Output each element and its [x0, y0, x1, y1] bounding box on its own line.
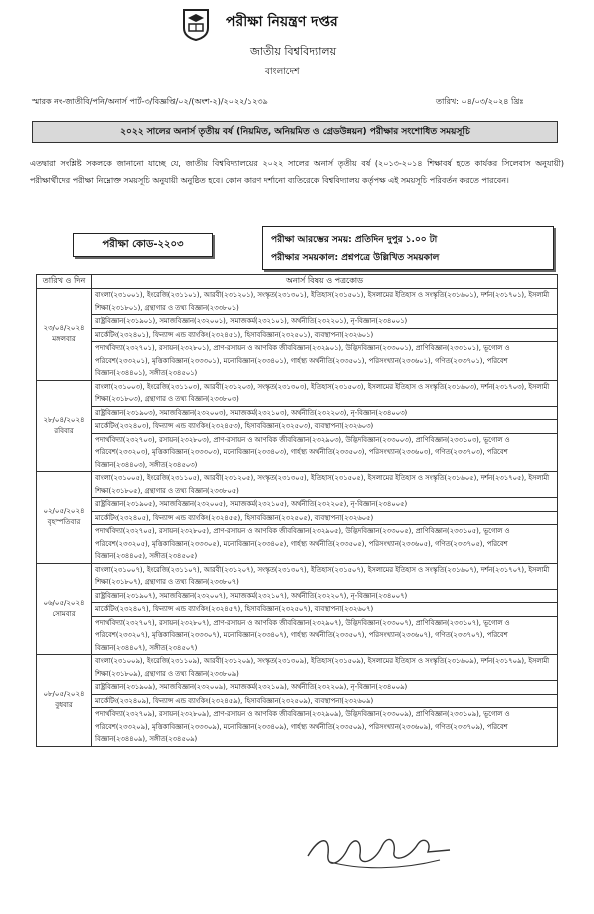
table-row: [37, 289, 558, 315]
subject-codes-cell: মার্কেটিং(২৩২৪০৭), ফিন্যান্স এন্ড ব্যাংকিং(২৩২৪৫৭), হিসাববিজ্ঞান(২৩২৫০৭), ব্যবস্থাপনা(২৩২৬০৭): [92, 603, 558, 617]
table-row: [37, 694, 558, 708]
table-row: [37, 525, 558, 564]
subject-codes-cell: বাংলা(২৩১০০১), ইংরেজি(২৩১১০১), আরবী(২৩১২০১), সংস্কৃত(২৩১৩০১), ইতিহাস(২৩১৫০১), ইসলামের ইতিহাস ও সংস্কৃতি(২৩১৬০১), দর্শন(২৩১৭০১), ইসলামী শিক্ষা(২৩১৮০১), গ্রন্থাগার ও তথ্য বিজ্ঞান(২৩৩৮০১): [92, 289, 558, 315]
exam-weekday: রবিবার: [54, 426, 74, 435]
subject-codes-cell: মার্কেটিং(২৩২৪০৩), ফিন্যান্স এন্ড ব্যাংকিং(২৩২৪৫৩), হিসাববিজ্ঞান(২৩২৫০৩), ব্যবস্থাপনা(২৩২৬০৩): [92, 420, 558, 434]
subject-codes-cell: রাষ্ট্রবিজ্ঞান(২৩১৯০৭), সমাজবিজ্ঞান(২৩২০০৭), সমাজকর্ম(২৩২১০৭), অর্থনীতি(২৩২২০৭), নৃ-বিজ্ঞান(২৩৪০০৭): [92, 589, 558, 603]
exam-duration: পরীক্ষার সময়কাল: প্রশ্নপত্রে উল্লিখিত সময়কাল: [271, 253, 440, 263]
table-row: [37, 603, 558, 617]
subject-codes-cell: রাষ্ট্রবিজ্ঞান(২৩১৯০৯), সমাজবিজ্ঞান(২৩২০০৯), সমাজকর্ম(২৩২১০৯), অর্থনীতি(২৩২২০৯), নৃ-বিজ্ঞান(২৩৪০০৯): [92, 681, 558, 695]
issue-date: তারিখ: ০৪/০৩/২০২৪ খ্রিঃ: [436, 97, 524, 106]
date-day-cell: [37, 472, 92, 564]
org-title: পরীক্ষা নিয়ন্ত্রণ দপ্তর: [226, 14, 338, 30]
table-row: [37, 655, 558, 681]
date-day-cell: [37, 563, 92, 655]
exam-start-time: পরীক্ষা আরম্ভের সময়: প্রতিদিন দুপুর ১.০০ টা: [271, 235, 438, 245]
exam-date: ০৬/০৫/২০২৪: [43, 598, 85, 607]
table-row: [37, 472, 558, 498]
exam-date: ২৩/০৪/২০২৪: [43, 324, 85, 333]
subject-codes-cell: বাংলা(২৩১০০৭), ইংরেজি(২৩১১০৭), আরবী(২৩১২০৭), সংস্কৃত(২৩১৩০৭), ইতিহাস(২৩১৫০৭), ইসলামের ইতিহাস ও সংস্কৃতি(২৩১৬০৭), দর্শন(২৩১৭০৭), ইসলামী শিক্ষা(২৩১৮০৭), গ্রন্থাগার ও তথ্য বিজ্ঞান(২৩৩৮০৭): [92, 563, 558, 589]
exam-date: ০২/০৫/২০২৪: [43, 507, 85, 516]
table-row: [37, 342, 558, 381]
subject-codes-cell: রাষ্ট্রবিজ্ঞান(২৩১৯০৫), সমাজবিজ্ঞান(২৩২০০৫), সমাজকর্ম(২৩২১০৫), অর্থনীতি(২৩২২০৫), নৃ-বিজ্ঞান(২৩৪০০৫): [92, 498, 558, 512]
table-row: [37, 708, 558, 747]
table-row: [37, 328, 558, 342]
subject-codes-cell: পদার্থবিদ্যা(২৩২৭০৫), রসায়ন(২৩২৮০৫), প্রাণ-রসায়ন ও আণবিক জীববিজ্ঞান(২৩২৯০৫), উদ্ভিদবিজ্ঞান(২৩৩০০৫), প্রাণিবিজ্ঞান(২৩৩১০৫), ভূগোল ও পরিবেশ(২৩৩২০৫), মৃত্তিকাবিজ্ঞান(২৩৩৩০৫), মনোবিজ্ঞান(২৩৩৪০৫), গার্হস্থ্য অর্থনীতি(২৩৩৫০৫), পরিসংখ্যান(২৩৩৬০৫), গণিত(২৩৩৭০৫), পরিবেশ বিজ্ঞান(২৩৪৪০৫), সঙ্গীত(২৩৪৫০৫): [92, 525, 558, 564]
table-row: [37, 511, 558, 525]
subject-codes-cell: বাংলা(২৩১০০৩), ইংরেজি(২৩১১০৩), আরবী(২৩১২০৩), সংস্কৃত(২৩১৩০৩), ইতিহাস(২৩১৫০৩), ইসলামের ইতিহাস ও সংস্কৃতি(২৩১৬০৩), দর্শন(২৩১৭০৩), ইসলামী শিক্ষা(২৩১৮০৩), গ্রন্থাগার ও তথ্য বিজ্ঞান(২৩৩৮০৩): [92, 380, 558, 406]
date-day-cell: [37, 380, 92, 472]
table-row: [37, 563, 558, 589]
exam-time-box: [262, 226, 554, 270]
subject-codes-cell: বাংলা(২৩১০০৫), ইংরেজি(২৩১১০৫), আরবী(২৩১২০৫), সংস্কৃত(২৩১৩০৫), ইতিহাস(২৩১৫০৫), ইসলামের ইতিহাস ও সংস্কৃতি(২৩১৬০৫), দর্শন(২৩১৭০৫), ইসলামী শিক্ষা(২৩১৮০৫), গ্রন্থাগার ও তথ্য বিজ্ঞান(২৩৩৮০৫): [92, 472, 558, 498]
table-row: [37, 420, 558, 434]
table-row: [37, 406, 558, 420]
table-row: [37, 315, 558, 329]
subject-codes-cell: মার্কেটিং(২৩২৪০১), ফিন্যান্স এন্ড ব্যাংকিং(২৩২৪৫১), হিসাববিজ্ঞান(২৩২৫০১), ব্যবস্থাপনা(২৩২৬০১): [92, 328, 558, 342]
subject-codes-cell: রাষ্ট্রবিজ্ঞান(২৩১৯০৩), সমাজবিজ্ঞান(২৩২০০৩), সমাজকর্ম(২৩২১০৩), অর্থনীতি(২৩২২০৩), নৃ-বিজ্ঞান(২৩৪০০৩): [92, 406, 558, 420]
subject-codes-cell: পদার্থবিদ্যা(২৩২৭০১), রসায়ন(২৩২৮০১), প্রাণ-রসায়ন ও আণবিক জীববিজ্ঞান(২৩২৯০১), উদ্ভিদবিজ্ঞান(২৩৩০০১), প্রাণিবিজ্ঞান(২৩৩১০১), ভূগোল ও পরিবেশ(২৩৩২০১), মৃত্তিকাবিজ্ঞান(২৩৩৩০১), মনোবিজ্ঞান(২৩৩৪০১), গার্হস্থ্য অর্থনীতি(২৩৩৫০১), পরিসংখ্যান(২৩৩৬০১), গণিত(২৩৩৭০১), পরিবেশ বিজ্ঞান(২৩৪৪০১), সঙ্গীত(২৩৪৫০১): [92, 342, 558, 381]
schedule-body: [37, 289, 558, 747]
table-row: [37, 589, 558, 603]
signature-image: [300, 826, 460, 876]
memo-number: স্মারক নং-জাতীবি/পনি/অনার্স পার্ট-৩/বিজ্ঞপ্তি/০২/(অংশ-২)/২০২২/১২৩৯: [32, 97, 268, 106]
table-row: [37, 380, 558, 406]
table-row: [37, 433, 558, 472]
subject-code-header: অনার্স বিষয় ও পত্রকোড: [92, 275, 558, 289]
exam-weekday: সোমবার: [52, 609, 76, 618]
table-row: [37, 616, 558, 655]
exam-date: ২৮/০৪/২০২৪: [43, 415, 85, 424]
org-subtitle: জাতীয় বিশ্ববিদ্যালয়: [250, 45, 337, 58]
subject-codes-cell: মার্কেটিং(২৩২৪০৯), ফিন্যান্স এন্ড ব্যাংকিং(২৩২৪৫৯), হিসাববিজ্ঞান(২৩২৫০৯), ব্যবস্থাপনা(২৩২৬০৯): [92, 694, 558, 708]
intro-paragraph: এতদ্বারা সংশ্লিষ্ট সকলকে জানানো যাচ্ছে যে, জাতীয় বিশ্ববিদ্যালয়ের ২০২২ সালের অনার্স তৃতীয় বর্ষ (২০১৩-২০১৪ শিক্ষাবর্ষ হতে কার্যকর সিলেবাস অনুযায়ী) পরীক্ষার্থীদের পরীক্ষা নিম্নোক্ত সময়সূচি অনুযায়ী অনুষ্ঠিত হবে। কোন কারণ দর্শানো ব্যতিরেকে বিশ্ববিদ্যালয় কর্তৃপক্ষ এই সময়সূচি পরিবর্তন করতে পারবেন।: [30, 159, 564, 185]
exam-weekday: মঙ্গলবার: [52, 335, 76, 344]
subject-codes-cell: মার্কেটিং(২৩২৪০৫), ফিন্যান্স এন্ড ব্যাংকিং(২৩২৪৫৫), হিসাববিজ্ঞান(২৩২৫০৫), ব্যবস্থাপনা(২৩২৬০৫): [92, 511, 558, 525]
exam-weekday: বৃহস্পতিবার: [47, 518, 81, 527]
date-day-header: তারিখ ও দিন: [37, 275, 92, 289]
table-row: [37, 681, 558, 695]
exam-code-box: পরীক্ষা কোড-২২০৩: [73, 233, 213, 257]
subject-codes-cell: বাংলা(২৩১০০৯), ইংরেজি(২৩১১০৯), আরবী(২৩১২০৯), সংস্কৃত(২৩১৩০৯), ইতিহাস(২৩১৫০৯), ইসলামের ইতিহাস ও সংস্কৃতি(২৩১৬০৯), দর্শন(২৩১৭০৯), ইসলামী শিক্ষা(২৩১৮০৯), গ্রন্থাগার ও তথ্য বিজ্ঞান(২৩৩৮০৯): [92, 655, 558, 681]
university-logo-icon: [178, 6, 214, 42]
date-day-cell: [37, 655, 92, 747]
notice-title-banner: ২০২২ সালের অনার্স তৃতীয় বর্ষ (নিয়মিত, অনিয়মিত ও গ্রেডউন্নয়ন) পরীক্ষার সংশোধিত সময়সূচি: [32, 121, 558, 143]
table-row: [37, 498, 558, 512]
subject-codes-cell: পদার্থবিদ্যা(২৩২৭০৭), রসায়ন(২৩২৮০৭), প্রাণ-রসায়ন ও আণবিক জীববিজ্ঞান(২৩২৯০৭), উদ্ভিদবিজ্ঞান(২৩৩০০৭), প্রাণিবিজ্ঞান(২৩৩১০৭), ভূগোল ও পরিবেশ(২৩৩২০৭), মৃত্তিকাবিজ্ঞান(২৩৩৩০৭), মনোবিজ্ঞান(২৩৩৪০৭), গার্হস্থ্য অর্থনীতি(২৩৩৫০৭), পরিসংখ্যান(২৩৩৬০৭), গণিত(২৩৩৭০৭), পরিবেশ বিজ্ঞান(২৩৪৪০৭), সঙ্গীত(২৩৪৫০৭): [92, 616, 558, 655]
exam-schedule-table: [36, 274, 558, 747]
org-country: বাংলাদেশ: [265, 67, 300, 77]
exam-weekday: বুধবার: [55, 701, 73, 710]
table-header-row: [37, 275, 558, 289]
date-day-cell: [37, 289, 92, 381]
subject-codes-cell: পদার্থবিদ্যা(২৩২৭০৩), রসায়ন(২৩২৮০৩), প্রাণ-রসায়ন ও আণবিক জীববিজ্ঞান(২৩২৯০৩), উদ্ভিদবিজ্ঞান(২৩৩০০৩), প্রাণিবিজ্ঞান(২৩৩১০৩), ভূগোল ও পরিবেশ(২৩৩২০৩), মৃত্তিকাবিজ্ঞান(২৩৩৩০৩), মনোবিজ্ঞান(২৩৩৪০৩), গার্হস্থ্য অর্থনীতি(২৩৩৫০৩), পরিসংখ্যান(২৩৩৬০৩), গণিত(২৩৩৭০৩), পরিবেশ বিজ্ঞান(২৩৪৪০৩), সঙ্গীত(২৩৪৫০৩): [92, 433, 558, 472]
exam-date: ০৮/০৫/২০২৪: [43, 690, 85, 699]
subject-codes-cell: পদার্থবিদ্যা(২৩২৭০৯), রসায়ন(২৩২৮০৯), প্রাণ-রসায়ন ও আণবিক জীববিজ্ঞান(২৩২৯০৯), উদ্ভিদবিজ্ঞান(২৩৩০০৯), প্রাণিবিজ্ঞান(২৩৩১০৯), ভূগোল ও পরিবেশ(২৩৩২০৯), মৃত্তিকাবিজ্ঞান(২৩৩৩০৯), মনোবিজ্ঞান(২৩৩৪০৯), গার্হস্থ্য অর্থনীতি(২৩৩৫০৯), পরিসংখ্যান(২৩৩৬০৯), গণিত(২৩৩৭০৯), পরিবেশ বিজ্ঞান(২৩৪৪০৯), সঙ্গীত(২৩৪৫০৯): [92, 708, 558, 747]
subject-codes-cell: রাষ্ট্রবিজ্ঞান(২৩১৯০১), সমাজবিজ্ঞান(২৩২০০১), সমাজকর্ম(২৩২১০১), অর্থনীতি(২৩২২০১), নৃ-বিজ্ঞান(২৩৪০০১): [92, 315, 558, 329]
